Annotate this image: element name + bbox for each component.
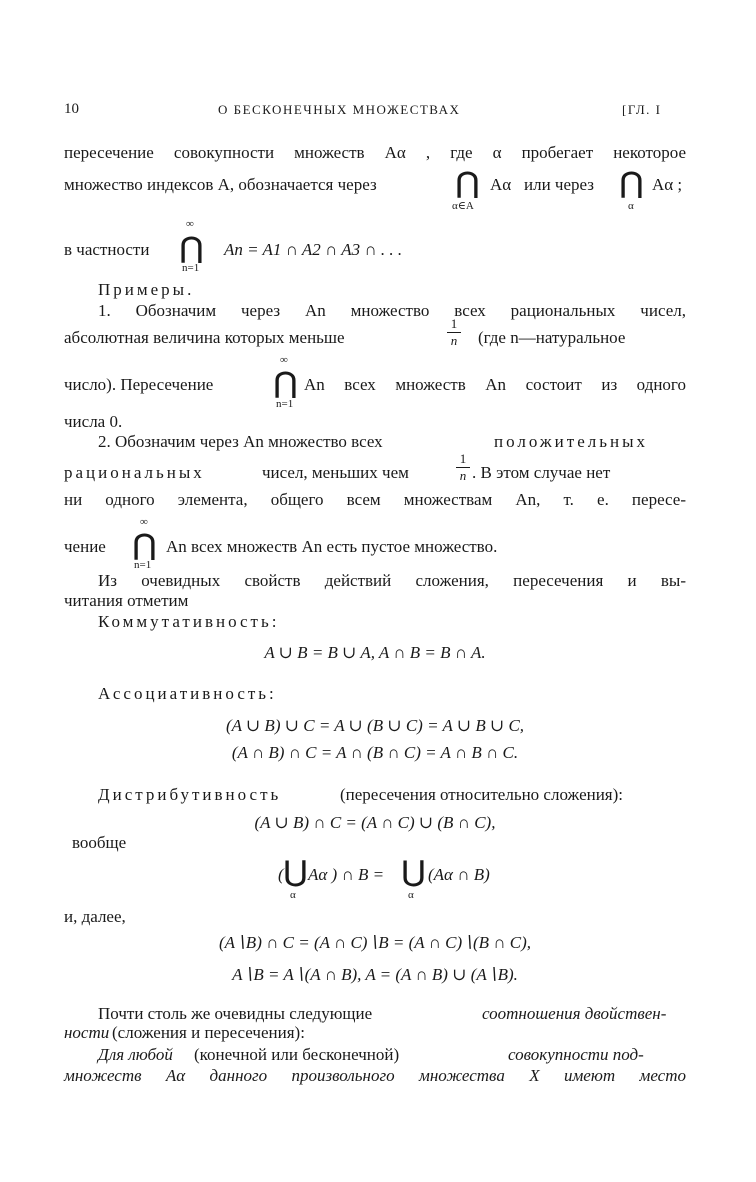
formula: (A ∪ B) ∩ C = (A ∩ C) ∪ (B ∩ C),: [254, 813, 496, 832]
formula: (A ∪ B) ∪ C = A ∪ (B ∪ C) = A ∪ B ∪ C,: [225, 716, 525, 735]
italic-text: ности: [64, 1023, 110, 1042]
text-line: Почти столь же очевидны следующие: [98, 1004, 373, 1023]
spaced-word: рациональных: [64, 463, 205, 482]
text-line: 2. Обозначим через An множество всех: [98, 432, 383, 451]
fraction-numerator: 1: [459, 451, 467, 466]
fraction-numerator: 1: [450, 316, 458, 331]
text-line: Из очевидных свойств действий сложения, пересечения и вы-: [98, 571, 686, 590]
text-line: чение: [64, 537, 106, 556]
formula: Aα ) ∩ B =: [308, 865, 385, 884]
text-line: и, далее,: [64, 907, 126, 926]
fraction-denominator: n: [459, 468, 467, 483]
text-line: чисел, меньших чем: [262, 463, 409, 482]
text-line: пересечение совокупности множеств Aα , где α пробегает некоторое: [64, 143, 686, 162]
spaced-word: положительных: [494, 432, 649, 451]
fraction: [456, 452, 470, 483]
italic-text: Для любой: [98, 1045, 173, 1064]
italic-text: совокупности под-: [508, 1045, 644, 1064]
subscript: n=1: [134, 559, 152, 571]
text-line: читания отметим: [64, 591, 189, 610]
formula: (A∖B) ∩ C = (A ∩ C)∖B = (A ∩ C)∖(B ∩ C),: [218, 933, 532, 952]
chapter-label: [ГЛ. I: [622, 102, 662, 117]
big-union-symbol: ⋃: [402, 857, 425, 888]
formula-paren: (: [278, 865, 284, 884]
superscript: ∞: [140, 516, 148, 528]
formula: A∖B = A∖(A ∩ B), A = (A ∩ B) ∪ (A∖B).: [232, 965, 518, 984]
page-number: 10: [64, 101, 79, 117]
formula: (Aα ∩ B): [428, 865, 490, 884]
formula: A ∪ B = B ∪ A, A ∩ B = B ∩ A.: [264, 643, 486, 662]
property-heading: Коммутативность:: [98, 612, 280, 631]
text-line: число). Пересечение: [64, 375, 214, 394]
running-title: О БЕСКОНЕЧНЫХ МНОЖЕСТВАХ: [218, 102, 461, 117]
fraction: [447, 317, 461, 348]
text-line: абсолютная величина которых меньше: [64, 328, 345, 347]
text-line: (сложения и пересечения):: [112, 1023, 305, 1042]
subscript: α: [408, 889, 414, 901]
text-line: множество индексов A, обозначается через: [64, 175, 377, 194]
superscript: ∞: [186, 218, 194, 230]
fraction-denominator: n: [450, 333, 458, 348]
big-union-symbol: ⋃: [284, 857, 307, 888]
text-line: в частности: [64, 240, 150, 259]
italic-text: множеств Aα данного произвольного множества X имеют место: [64, 1066, 686, 1085]
text-line: или через: [524, 175, 594, 194]
superscript: ∞: [280, 354, 288, 366]
big-intersection-symbol: ⋂: [620, 168, 643, 199]
formula: An = A1 ∩ A2 ∩ A3 ∩ . . .: [224, 240, 403, 259]
text-line: (где n—натуральное: [478, 328, 626, 347]
math-term: Aα ;: [652, 175, 683, 194]
math-term: Aα: [490, 175, 512, 194]
subscript: α∈A: [452, 200, 474, 212]
text-line: (пересечения относительно сложения):: [340, 785, 624, 804]
big-intersection-symbol: ⋂: [274, 368, 297, 399]
text-line: 1. Обозначим через An множество всех рациональных чисел,: [98, 301, 686, 320]
text-line: . В этом случае нет: [472, 463, 611, 482]
subscript: α: [290, 889, 296, 901]
property-heading: Дистрибутивность: [98, 785, 282, 804]
subscript: n=1: [182, 262, 200, 274]
text-line: числа 0.: [64, 412, 123, 431]
subscript: n=1: [276, 398, 294, 410]
property-heading: Ассоциативность:: [98, 684, 277, 703]
text-line: ни одного элемента, общего всем множествам An, т. е. пересе-: [64, 490, 686, 509]
subscript: α: [628, 200, 634, 212]
text-line: (конечной или бесконечной): [194, 1045, 400, 1064]
examples-heading: Примеры.: [98, 280, 195, 299]
big-intersection-symbol: ⋂: [456, 168, 479, 199]
big-intersection-symbol: ⋂: [133, 530, 156, 561]
text-line: An всех множеств An состоит из одного: [304, 375, 686, 394]
text-line: вообще: [72, 833, 127, 852]
formula: (A ∩ B) ∩ C = A ∩ (B ∩ C) = A ∩ B ∩ C.: [231, 743, 519, 762]
text-line: An всех множеств An есть пустое множество.: [166, 537, 498, 556]
italic-text: соотношения двойствен-: [482, 1004, 667, 1023]
big-intersection-symbol: ⋂: [180, 233, 203, 264]
